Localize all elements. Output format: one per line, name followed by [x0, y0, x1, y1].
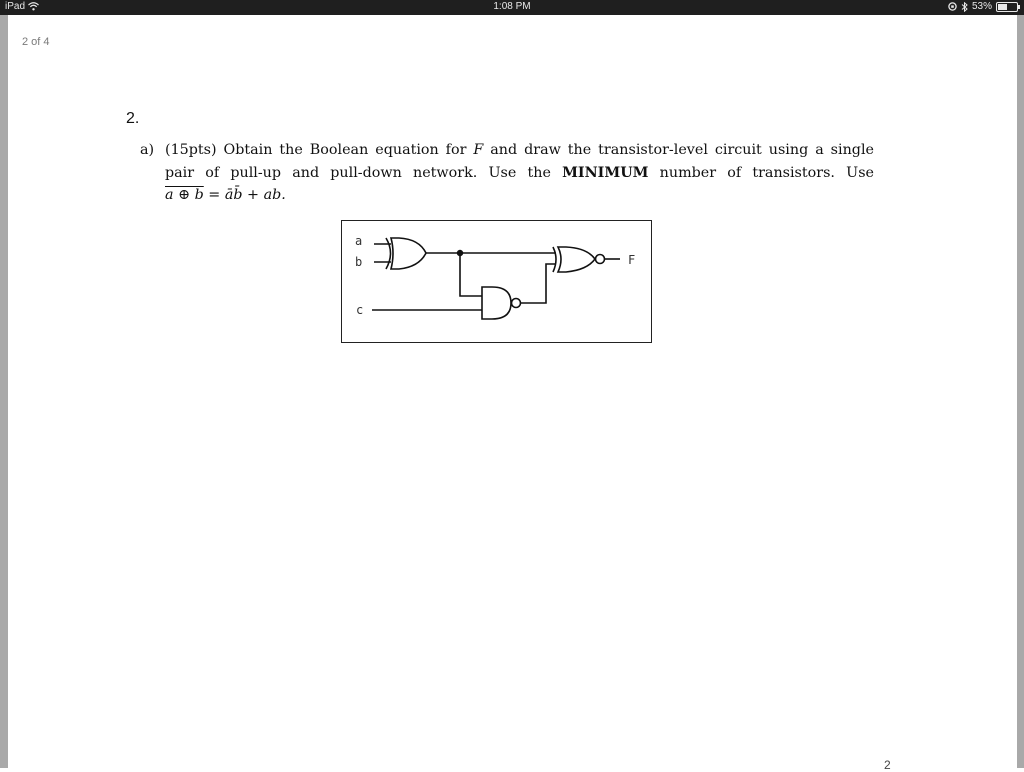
status-bar: [0, 0, 1024, 15]
orientation-lock-icon: [948, 2, 957, 11]
label-a: a: [355, 234, 363, 248]
corner-mark: 2: [884, 758, 891, 772]
junction-dot: [457, 250, 463, 256]
xnor-gate-body: [558, 247, 595, 272]
nand-bubble: [512, 299, 521, 308]
status-right: [948, 1, 1018, 12]
problem-text: [140, 139, 874, 207]
status-time: 1:08 PM: [493, 1, 531, 12]
equation-term1: āb̄: [224, 187, 243, 203]
battery-percent: 53%: [971, 1, 992, 12]
equation-equals: =: [203, 187, 225, 203]
xor-gate-body: [391, 238, 426, 269]
minimum-keyword: MINIMUM: [562, 164, 649, 181]
line2-suffix: number of transistors. Use: [648, 164, 874, 181]
page-counter: 2 of 4: [22, 36, 50, 48]
equation: [165, 184, 874, 207]
label-c: c: [356, 303, 364, 317]
viewer-right-gutter: [1017, 15, 1024, 768]
line1-suffix: and draw the transistor-level circuit using a single: [483, 142, 874, 158]
question-number: 2.: [126, 110, 140, 127]
xor-gate: [386, 238, 391, 269]
battery-icon: [996, 2, 1018, 12]
circuit-svg: [342, 221, 651, 342]
bluetooth-icon: [961, 2, 968, 12]
part-label: a): [140, 142, 155, 158]
device-name: iPad: [5, 1, 26, 12]
problem-line-1: [140, 139, 874, 162]
line1-prefix: (15pts) Obtain the Boolean equation for: [165, 142, 474, 158]
problem-line-3: [140, 184, 874, 207]
problem-line-1-body: [165, 139, 874, 162]
circuit-diagram: [341, 220, 652, 343]
nand-gate: [482, 287, 511, 319]
wire-nand-out: [521, 264, 556, 303]
wire-branch: [460, 253, 482, 296]
problem-line-2: [140, 162, 874, 185]
xnor-bubble: [596, 255, 605, 264]
equation-term2: ab.: [263, 187, 286, 203]
label-F: F: [628, 253, 636, 267]
line2-prefix: pair of pull-up and pull-down network. Use the: [165, 164, 563, 181]
battery-fill: [998, 4, 1007, 10]
equation-plus: +: [242, 187, 264, 203]
equation-lhs: a ⊕ b: [165, 187, 204, 203]
problem-line-2-body: [165, 162, 874, 185]
viewer-left-gutter: [0, 15, 8, 768]
variable-F: F: [473, 142, 484, 158]
xnor-gate: [553, 247, 556, 272]
label-b: b: [355, 255, 363, 269]
